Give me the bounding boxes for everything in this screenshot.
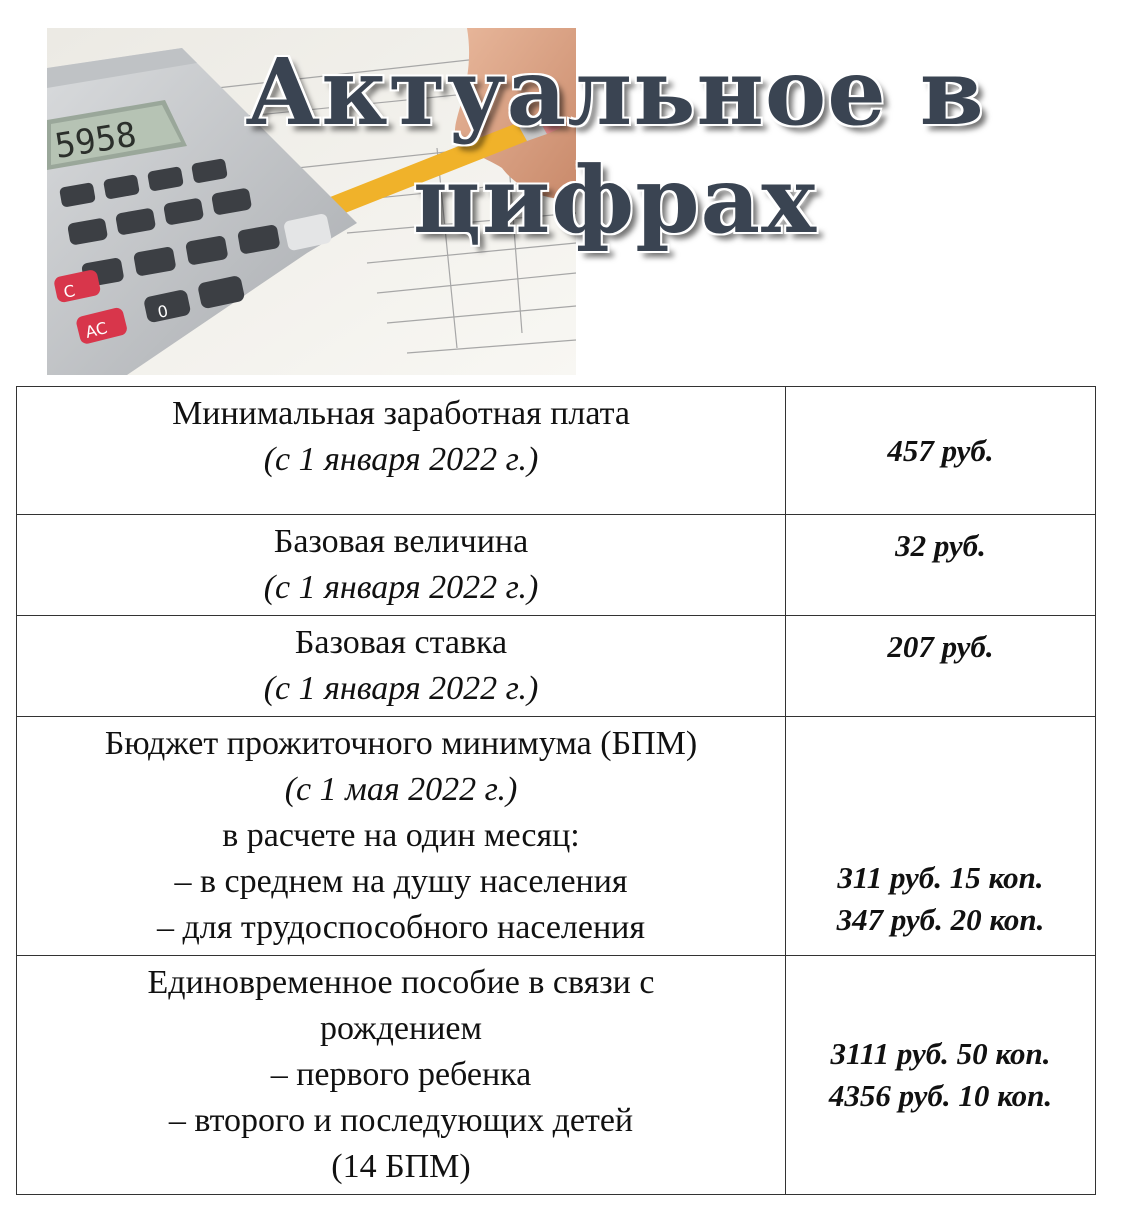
table-row-subsistence-budget [17,717,1096,956]
row-value [786,717,1096,956]
row-line-4: – второго и последующих детей [168,1102,634,1139]
value-subsequent-children: 4356 руб. 10 коп. [828,1078,1053,1113]
row-label [17,387,786,515]
page-title [180,38,1050,254]
row-line-4: – в среднем на душу населения [174,863,628,900]
row-date: (с 1 января 2022 г.) [263,441,539,478]
row-title: Базовая ставка [294,624,508,661]
row-title: Бюджет прожиточного минимума (БПМ) [104,725,698,762]
table-row-min-wage [17,387,1096,515]
row-label [17,956,786,1195]
key-zero-label: 0 [155,301,170,322]
row-label [17,717,786,956]
row-label [17,616,786,717]
title-line-2: цифрах [413,146,817,254]
row-line-5: (14 БПМ) [331,1148,471,1185]
calculator-display: 5958 [52,114,140,167]
key-c-label: C [61,281,77,302]
row-date: (с 1 января 2022 г.) [263,569,539,606]
row-value: 207 руб. [786,616,1096,717]
row-line-3: в расчете на один месяц: [222,817,580,854]
figures-table [16,386,1096,1195]
title-line-1: Актуальное в [245,38,985,146]
row-value [786,956,1096,1195]
table-row-base-value [17,515,1096,616]
row-value: 457 руб. [786,387,1096,515]
table-row-birth-allowance [17,956,1096,1195]
value-working-age: 347 руб. 20 коп. [836,902,1045,937]
row-value: 32 руб. [786,515,1096,616]
row-title: Единовременное пособие в связи с [147,964,655,1001]
row-line-5: – для трудоспособного населения [156,909,646,946]
value-first-child: 3111 руб. 50 коп. [830,1036,1051,1071]
row-date: (с 1 мая 2022 г.) [284,771,518,808]
table-row-base-rate [17,616,1096,717]
row-line-2: рождением [319,1010,483,1047]
row-line-3: – первого ребенка [270,1056,532,1093]
row-title: Базовая величина [273,523,529,560]
row-date: (с 1 января 2022 г.) [263,670,539,707]
row-label [17,515,786,616]
key-ac-label: AC [83,318,110,342]
row-title: Минимальная заработная плата [172,395,630,432]
value-per-capita: 311 руб. 15 коп. [837,860,1044,895]
